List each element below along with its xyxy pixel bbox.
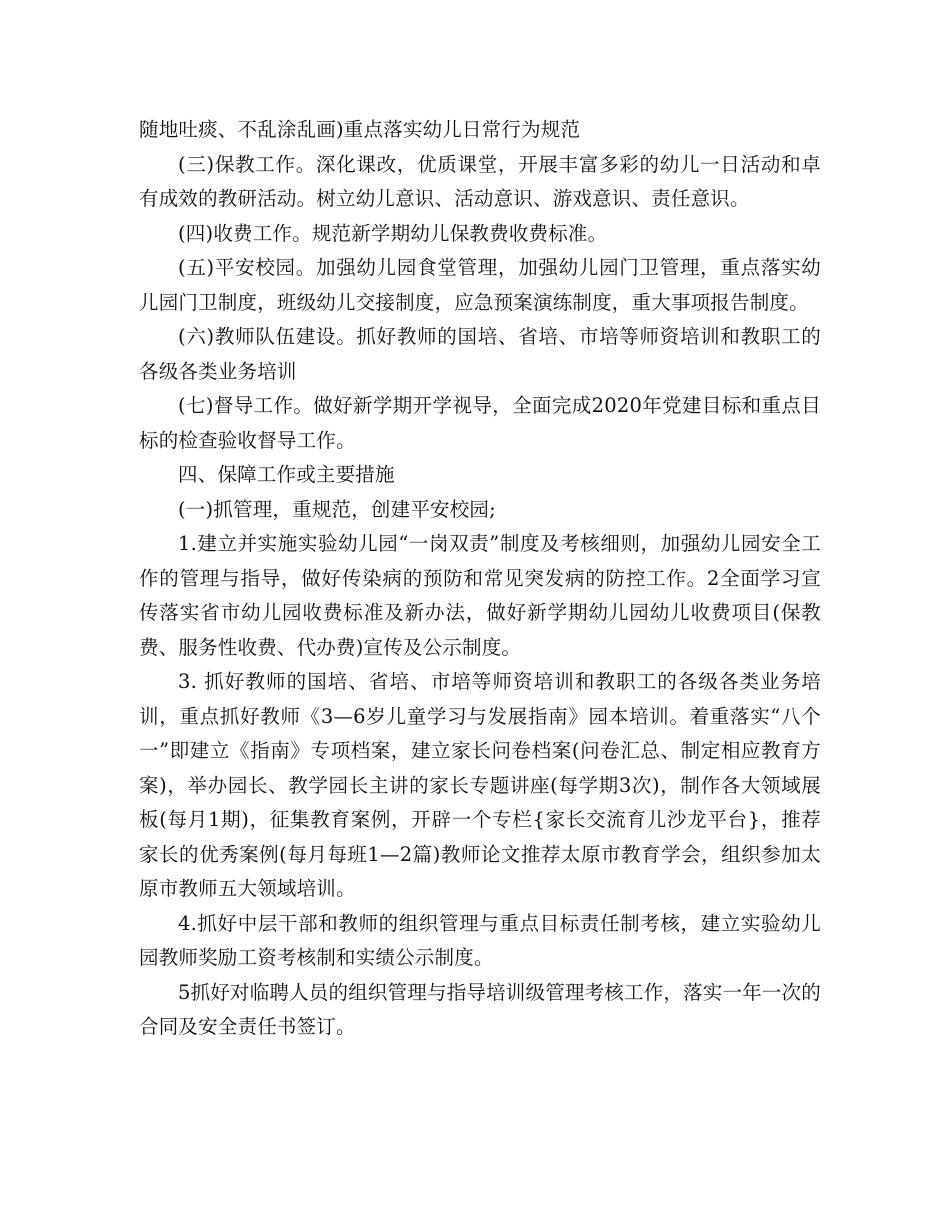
list-item-3: 3. 抓好教师的国培、省培、市培等师资培训和教职工的各级各类业务培训，重点抓好教师《3—6岁儿童学习与发展指南》园本培训。着重落实“八个一”即建立《指南》专项档案，建立家长问卷档案(问卷汇总、制定相应教育方案)，举办园长、教学园长主讲的家长专题讲座(每学期3次)，制作各大领域展板(每月1期)，征集教育案例，开辟一个专栏{家长交流育儿沙龙平台}，推荐家长的优秀案例(每月每班1—2篇)教师论文推荐太原市教育学会，组织参加太原市教师五大领域培训。 [139,670,821,900]
subsection-heading-management: (一)抓管理，重规范，创建平安校园; [178,497,496,521]
paragraph-fees: (四)收费工作。规范新学期幼儿保教费收费标准。 [178,221,608,245]
list-item-1: 1.建立并实施实验幼儿园“一岗双责”制度及考核细则，加强幼儿园安全工作的管理与指导，做好传染病的预防和常见突发病的防控工作。2全面学习宣传落实省市幼儿园收费标准及新办法，做好新学期幼儿园幼儿收费项目(保教费、服务性收费、代办费)宣传及公示制度。 [139,532,821,659]
paragraph-childcare-education: (三)保教工作。深化课改，优质课堂，开展丰富多彩的幼儿一日活动和卓有成效的教研活动。树立幼儿意识、活动意识、游戏意识、责任意识。 [139,152,821,210]
list-item-5: 5抓好对临聘人员的组织管理与指导培训级管理考核工作，落实一年一次的合同及安全责任书签订。 [139,980,822,1038]
section-heading-guarantees: 四、保障工作或主要措施 [178,463,395,486]
paragraph-continuation: 随地吐痰、不乱涂乱画)重点落实幼儿日常行为规范 [139,118,581,141]
document-body [139,113,821,1045]
paragraph-teacher-team: (六)教师队伍建设。抓好教师的国培、省培、市培等师资培训和教职工的各级各类业务培训 [139,325,821,383]
paragraph-supervision: (七)督导工作。做好新学期开学视导，全面完成2020年党建目标和重点目标的检查验收督导工作。 [139,394,821,452]
paragraph-safe-campus: (五)平安校园。加强幼儿园食堂管理，加强幼儿园门卫管理，重点落实幼儿园门卫制度，班级幼儿交接制度，应急预案演练制度，重大事项报告制度。 [139,256,821,314]
list-item-4: 4.抓好中层干部和教师的组织管理与重点目标责任制考核，建立实验幼儿园教师奖励工资考核制和实绩公示制度。 [139,911,821,969]
